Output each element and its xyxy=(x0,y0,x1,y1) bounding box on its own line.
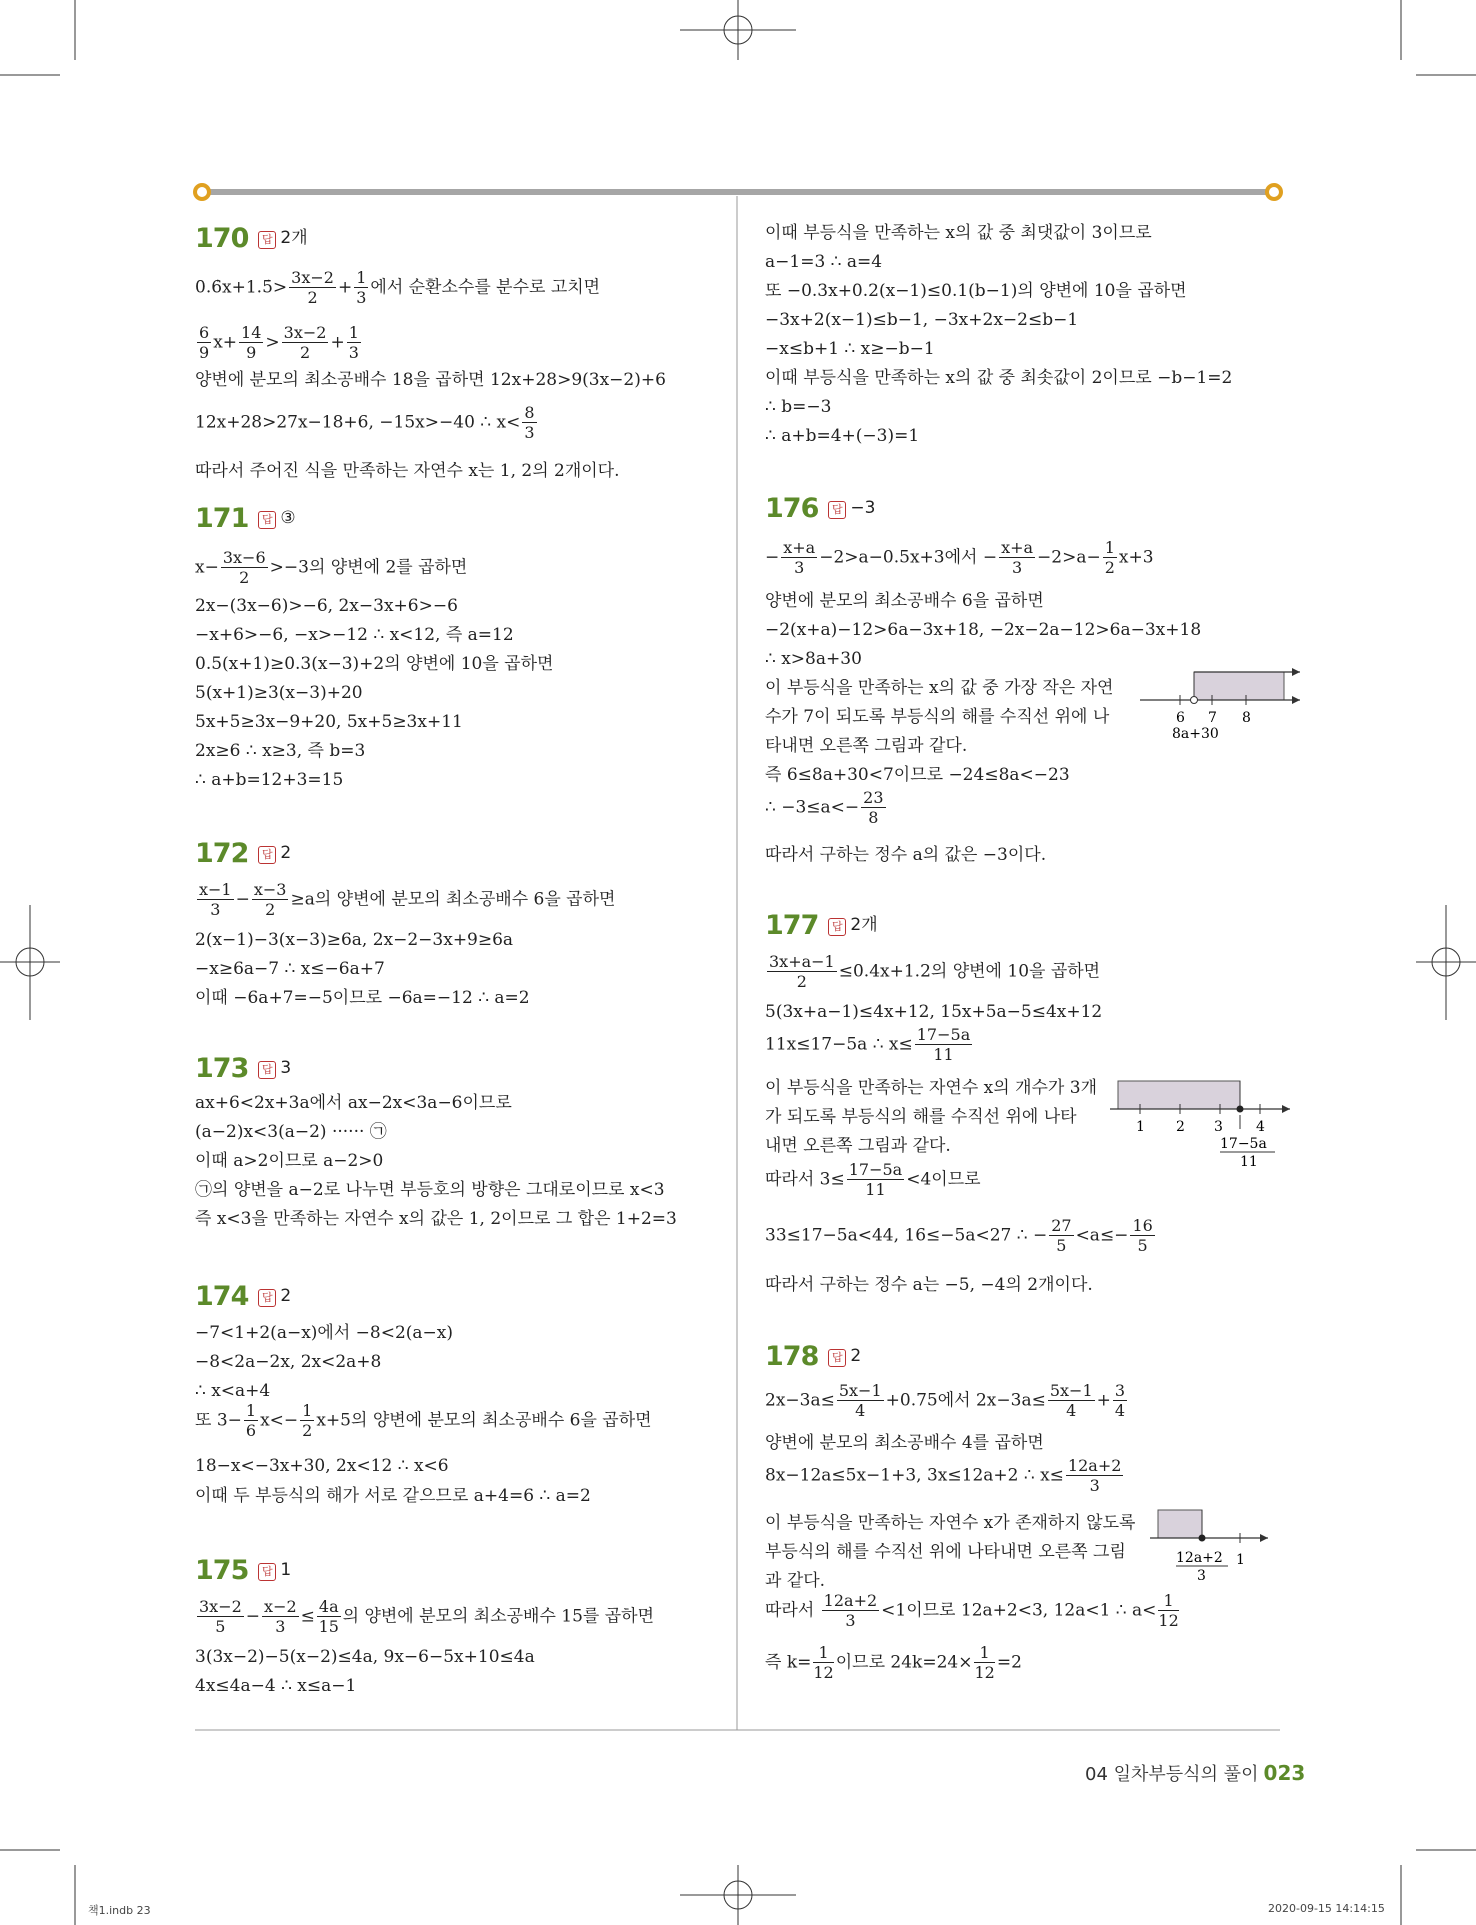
text-line: −2(x+a)−12>6a−3x+18, −2x−2a−12>6a−3x+18 xyxy=(765,620,1202,640)
text-line: 0.5(x+1)≥0.3(x−3)+2의 양변에 10을 곱하면 xyxy=(195,654,554,674)
page-footer xyxy=(1085,1760,1305,1786)
fraction: $\frac{1}{3}$ xyxy=(356,268,367,307)
text-line: 5(x+1)≥3(x−3)+20 xyxy=(195,683,363,703)
text-line: 양변에 분모의 최소공배수 4를 곱하면 xyxy=(765,1433,1044,1453)
answer-value: 2 xyxy=(280,843,292,863)
text-line: ∴ x>8a+30 xyxy=(765,649,862,669)
text: x+ xyxy=(213,332,238,353)
fraction: $\frac{4a}{15}$ xyxy=(318,1597,339,1636)
tick-label: 4 xyxy=(1256,1119,1265,1135)
fraction: $\frac{12a+2}{3}$ xyxy=(1067,1456,1122,1495)
fraction: $\frac{x-1}{3}$ xyxy=(199,880,232,919)
text: >−3의 양변에 2를 곱하면 xyxy=(269,557,468,578)
solution-region xyxy=(1194,672,1284,700)
text: ∴ −3≤a<− xyxy=(765,797,860,818)
text-line: ax+6<2x+3a에서 ax−2x<3a−6이므로 xyxy=(195,1093,512,1113)
text: 2x−3a≤ xyxy=(765,1390,835,1411)
chapter-title: 04 일차부등식의 풀이 xyxy=(1085,1764,1259,1785)
text-line: 2(x−1)−3(x−3)≥6a, 2x−2−3x+9≥6a xyxy=(195,930,514,950)
text: + xyxy=(330,332,345,353)
number-line-178 xyxy=(1150,1498,1275,1598)
answer-value: ③ xyxy=(280,508,296,528)
answer-badge-icon: 답 xyxy=(258,511,276,529)
fraction: $\frac{8}{3}$ xyxy=(524,403,535,442)
answer-value: 2 xyxy=(280,1286,292,1306)
text-line: 이때 부등식을 만족하는 x의 값 중 최솟값이 2이므로 −b−1=2 xyxy=(765,368,1233,388)
answer-value: 1 xyxy=(280,1560,292,1580)
text-line: 또 −0.3x+0.2(x−1)≤0.1(b−1)의 양변에 10을 곱하면 xyxy=(765,281,1187,301)
solution-region xyxy=(1118,1081,1240,1109)
text-line: 이때 a>2이므로 a−2>0 xyxy=(195,1151,384,1171)
text-line: −3x+2(x−1)≤b−1, −3x+2x−2≤b−1 xyxy=(765,310,1079,330)
text-line: 5(3x+a−1)≤4x+12, 15x+5a−5≤4x+12 xyxy=(765,1002,1103,1022)
tick-label: 2 xyxy=(1176,1119,1185,1135)
text: x− xyxy=(195,557,219,578)
fraction: $\frac{1}{12}$ xyxy=(974,1643,995,1682)
tick-label: 3 xyxy=(1214,1119,1223,1135)
fraction: $\frac{12a+2}{3}$ xyxy=(823,1591,878,1630)
text-line: 즉 x<3을 만족하는 자연수 x의 값은 1, 2이므로 그 합은 1+2=3 xyxy=(195,1209,677,1229)
boundary-label-numerator: 12a+2 xyxy=(1176,1550,1223,1566)
fraction: $\frac{1}{3}$ xyxy=(348,323,359,362)
text: + xyxy=(337,277,353,298)
text: ≤ xyxy=(300,1606,315,1627)
answer-badge-icon: 답 xyxy=(828,501,846,519)
text: 11x≤17−5a ∴ x≤ xyxy=(765,1034,913,1055)
text-line: 2x−(3x−6)>−6, 2x−3x+6>−6 xyxy=(195,596,458,616)
text-line: 이 부등식을 만족하는 자연수 x가 존재하지 않도록 xyxy=(765,1513,1136,1533)
tick-label: 8 xyxy=(1242,710,1251,726)
fraction: $\frac{3x-2}{2}$ xyxy=(291,268,334,307)
fraction: $\frac{17-5a}{11}$ xyxy=(848,1160,903,1199)
fraction: $\frac{3}{4}$ xyxy=(1114,1381,1126,1420)
answer-badge-icon: 답 xyxy=(258,1289,276,1307)
fraction: $\frac{3x+a-1}{2}$ xyxy=(769,952,835,991)
answer-badge-icon: 답 xyxy=(258,1563,276,1581)
fraction: $\frac{17-5a}{11}$ xyxy=(916,1025,971,1064)
text: ≥a의 양변에 분모의 최소공배수 6을 곱하면 xyxy=(290,889,616,910)
text-line: ∴ x<a+4 xyxy=(195,1381,271,1401)
text-line: −8<2a−2x, 2x<2a+8 xyxy=(195,1352,382,1372)
text: 이므로 24k=24× xyxy=(835,1652,973,1673)
text: ≤0.4x+1.2의 양변에 10을 곱하면 xyxy=(838,961,1101,982)
text-line: −x≤b+1 ∴ x≥−b−1 xyxy=(765,339,935,359)
text-line: 따라서 주어진 식을 만족하는 자연수 x는 1, 2의 2개이다. xyxy=(195,461,620,481)
text: 12x+28>27x−18+6, −15x>−40 ∴ x< xyxy=(195,412,521,433)
text: −2>a− xyxy=(1037,547,1101,568)
text: − xyxy=(245,1606,261,1627)
answer-badge-icon: 답 xyxy=(258,846,276,864)
answer-badge-icon: 답 xyxy=(258,1061,276,1079)
answer-value: −3 xyxy=(850,498,876,518)
text: − xyxy=(235,889,250,910)
text-line: −7<1+2(a−x)에서 −8<2(a−x) xyxy=(195,1323,454,1343)
text: − xyxy=(765,547,780,568)
text-line: 부등식의 해를 수직선 위에 나타내면 오른쪽 그림 xyxy=(765,1542,1126,1562)
fraction: $\frac{14}{9}$ xyxy=(241,323,262,362)
fraction: $\frac{16}{5}$ xyxy=(1132,1216,1153,1255)
solution-region xyxy=(1158,1510,1202,1538)
problem-number: 178 xyxy=(765,1341,819,1372)
text: 33≤17−5a<44, 16≤−5a<27 ∴ − xyxy=(765,1225,1048,1246)
fraction: $\frac{1}{2}$ xyxy=(1104,538,1115,577)
text-line: 내면 오른쪽 그림과 같다. xyxy=(765,1136,951,1156)
text-line: 18−x<−3x+30, 2x<12 ∴ x<6 xyxy=(195,1456,449,1476)
text-line: 양변에 분모의 최소공배수 6을 곱하면 xyxy=(765,591,1044,611)
fraction: $\frac{5x-1}{4}$ xyxy=(1049,1381,1093,1420)
text-line: 2x≥6 ∴ x≥3, 즉 b=3 xyxy=(195,741,366,761)
text: x+5의 양변에 분모의 최소공배수 6을 곱하면 xyxy=(316,1410,652,1431)
print-date: 2020-09-15 14:14:15 xyxy=(1268,1902,1385,1915)
text-line: 이때 부등식을 만족하는 x의 값 중 최댓값이 3이므로 xyxy=(765,223,1152,243)
fraction: $\frac{3x-6}{2}$ xyxy=(222,548,266,587)
problem-number: 175 xyxy=(195,1555,249,1586)
fraction: $\frac{x+a}{3}$ xyxy=(1001,538,1034,577)
file-info: 책1.indb 23 xyxy=(88,1904,151,1917)
text: 즉 k= xyxy=(765,1652,812,1673)
text: 또 3− xyxy=(195,1410,242,1431)
text-line: ∴ b=−3 xyxy=(765,397,832,417)
text-line: ∴ a+b=4+(−3)=1 xyxy=(765,426,920,446)
text-line: 과 같다. xyxy=(765,1571,826,1591)
text-line: 3(3x−2)−5(x−2)≤4a, 9x−6−5x+10≤4a xyxy=(195,1647,535,1667)
text: +0.75에서 2x−3a≤ xyxy=(885,1390,1046,1411)
answer-value: 2개 xyxy=(280,228,308,248)
text-line: 수가 7이 되도록 부등식의 해를 수직선 위에 나 xyxy=(765,707,1110,727)
fraction: $\frac{3x-2}{5}$ xyxy=(199,1597,242,1636)
answer-badge-icon: 답 xyxy=(258,231,276,249)
answer-badge-icon: 답 xyxy=(828,918,846,936)
text-line: 이때 −6a+7=−5이므로 −6a=−12 ∴ a=2 xyxy=(195,988,530,1008)
text-line: 즉 6≤8a+30<7이므로 −24≤8a<−23 xyxy=(765,765,1070,785)
text-line: 타내면 오른쪽 그림과 같다. xyxy=(765,736,968,756)
fraction: $\frac{5x-1}{4}$ xyxy=(838,1381,882,1420)
text: 0.6̇x+1.5̇> xyxy=(195,277,288,298)
tick-label: 1 xyxy=(1236,1552,1245,1568)
fraction: $\frac{x+a}{3}$ xyxy=(783,538,816,577)
text-line: 5x+5≥3x−9+20, 5x+5≥3x+11 xyxy=(195,712,463,732)
text: x+3 xyxy=(1118,547,1154,568)
fraction: $\frac{x-3}{2}$ xyxy=(253,880,287,919)
fraction: $\frac{1}{12}$ xyxy=(1158,1591,1179,1630)
text: > xyxy=(265,332,280,353)
answer-value: 2개 xyxy=(850,915,878,935)
text: 따라서 xyxy=(765,1600,820,1621)
text-line: ∴ a+b=12+3=15 xyxy=(195,770,344,790)
fraction: $\frac{27}{5}$ xyxy=(1051,1216,1072,1255)
fraction: $\frac{1}{2}$ xyxy=(302,1401,313,1440)
text-line: a−1=3 ∴ a=4 xyxy=(765,252,883,272)
fraction: $\frac{1}{6}$ xyxy=(245,1401,257,1440)
problem-number: 172 xyxy=(195,838,249,869)
fraction: $\frac{1}{12}$ xyxy=(813,1643,834,1682)
text-line: 따라서 구하는 정수 a는 −5, −4의 2개이다. xyxy=(765,1275,1093,1295)
text: <a≤− xyxy=(1075,1225,1129,1246)
fraction: $\frac{6}{9}$ xyxy=(199,323,210,362)
text-line: 4x≤4a−4 ∴ x≤a−1 xyxy=(195,1676,357,1696)
fraction: $\frac{23}{8}$ xyxy=(863,788,884,827)
text: + xyxy=(1096,1390,1111,1411)
text: =2 xyxy=(996,1652,1022,1673)
text: 8x−12a≤5x−1+3, 3x≤12a+2 ∴ x≤ xyxy=(765,1465,1064,1486)
boundary-label-numerator: 17−5a xyxy=(1220,1136,1267,1152)
boundary-label-denominator: 3 xyxy=(1197,1568,1206,1584)
text-line: 이때 두 부등식의 해가 서로 같으므로 a+4=6 ∴ a=2 xyxy=(195,1486,591,1506)
text-line: 따라서 구하는 정수 a의 값은 −3이다. xyxy=(765,845,1047,865)
problem-number: 176 xyxy=(765,493,819,524)
text: 따라서 3≤ xyxy=(765,1169,845,1190)
text-line: ㉠의 양변을 a−2로 나누면 부등호의 방향은 그대로이므로 x<3 xyxy=(195,1180,665,1200)
text-line: 가 되도록 부등식의 해를 수직선 위에 나타 xyxy=(765,1107,1077,1127)
problem-number: 170 xyxy=(195,223,249,254)
text-line: (a−2)x<3(a−2) ······ ㉠ xyxy=(195,1122,387,1142)
text-line: −x+6>−6, −x>−12 ∴ x<12, 즉 a=12 xyxy=(195,625,514,645)
answer-value: 3 xyxy=(280,1058,292,1078)
boundary-label: 8a+30 xyxy=(1172,726,1219,740)
answer-value: 2 xyxy=(850,1346,862,1366)
problem-number: 174 xyxy=(195,1281,249,1312)
problem-number: 171 xyxy=(195,503,249,534)
text: <4이므로 xyxy=(906,1169,981,1190)
text: 에서 순환소수를 분수로 고치면 xyxy=(370,277,601,298)
text: −2>a−0.5x+3에서 − xyxy=(819,547,998,568)
number-line-177 xyxy=(1110,1069,1300,1169)
fraction: $\frac{3x-2}{2}$ xyxy=(283,323,327,362)
tick-label: 7 xyxy=(1208,710,1217,726)
number-line-176 xyxy=(1140,660,1310,740)
text-line: 이 부등식을 만족하는 x의 값 중 가장 작은 자연 xyxy=(765,678,1114,698)
answer-badge-icon: 답 xyxy=(828,1349,846,1367)
boundary-label-denominator: 11 xyxy=(1240,1154,1258,1169)
text: <1이므로 12a+2<3, 12a<1 ∴ a< xyxy=(881,1600,1157,1621)
fraction: $\frac{x-2}{3}$ xyxy=(264,1597,297,1636)
text-line: −x≥6a−7 ∴ x≤−6a+7 xyxy=(195,959,385,979)
text-line: 양변에 분모의 최소공배수 18을 곱하면 12x+28>9(3x−2)+6 xyxy=(195,370,666,390)
tick-label: 6 xyxy=(1176,710,1185,726)
text-line: 이 부등식을 만족하는 자연수 x의 개수가 3개 xyxy=(765,1078,1097,1098)
problem-number: 173 xyxy=(195,1053,249,1084)
page-number: 023 xyxy=(1263,1761,1306,1785)
text: 의 양변에 분모의 최소공배수 15를 곱하면 xyxy=(342,1606,655,1627)
text: x<− xyxy=(260,1410,299,1431)
problem-number: 177 xyxy=(765,910,819,941)
tick-label: 1 xyxy=(1136,1119,1145,1135)
